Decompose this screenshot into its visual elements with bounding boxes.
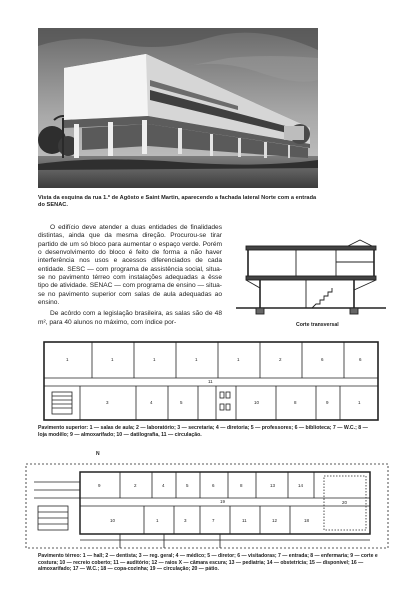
svg-text:9: 9 [98,483,101,488]
svg-text:1: 1 [156,518,159,523]
svg-text:10: 10 [254,400,260,405]
photo-caption: Vista da esquina da rua 1.º de Agôsto e Saint Martin, aparecendo a fachada lateral Norte com a entrada do SENAC. [38,195,317,209]
cross-section-label: Corte transversal [296,322,339,328]
upper-floor-legend: Pavimento superior: 1 — salas de aula; 2 — laboratório; 3 — secretaria; 4 — diretoria; 5 — professores; 6 — biblioteca; 7 — W.C.; 8 — loja modêlo; 9 — almoxarifado; 10 — datilografia, 11 — circulação. [38,425,368,438]
svg-text:3: 3 [184,518,187,523]
svg-text:9: 9 [326,400,329,405]
svg-text:19: 19 [220,499,226,504]
north-arrow-label: N [96,451,100,457]
svg-text:14: 14 [298,483,304,488]
article-paragraph: O edifício deve atender a duas entidades de finalidades distintas, ainda que da mesma direção. Procurou-se tirar partido de um só bloco para aumentar o espaço verde. Porém o desenvolvimento do bloco é feito de forma a não haver interferência nos usos e acessos diferenciados de cada entidade. SESC — com programa de assistência social, situa-se no pavimento térreo com instalações adequadas a êsse tipo de atividade. SENAC — com programa de ensino — situa-se no pavimento superior com salas de aula adequadas ao ensino. [38,224,222,307]
svg-text:1: 1 [237,357,240,362]
upper-floor-plan [40,338,382,424]
cross-section-svg [236,238,386,320]
svg-text:4: 4 [162,483,165,488]
cross-section-drawing [236,238,386,320]
svg-text:18: 18 [304,518,310,523]
svg-text:2: 2 [134,483,137,488]
svg-text:10: 10 [110,518,116,523]
ground-floor-legend: Pavimento térreo: 1 — hall; 2 — dentista; 3 — reg. geral; 4 — médico; 5 — diretor; 6 — visitadoras; 7 — entrada; 8 — enfermaria; 9 — corte e costura; 10 — recreio coberto; 11 — auditório; 12 — raios X — câmara escura; 13 — pediatria; 14 — obstetrícia; 15 — disponível; 16 — almoxarifado; 17 — W.C.; 18 — copa-cozinha; 19 — circulação; 20 — pátio. [38,553,378,573]
article-body [38,224,222,327]
svg-text:12: 12 [272,518,278,523]
svg-text:5: 5 [186,483,189,488]
svg-text:2: 2 [279,357,282,362]
svg-text:1: 1 [111,357,114,362]
svg-text:1: 1 [66,357,69,362]
svg-text:1: 1 [153,357,156,362]
ground-floor-plan [24,462,390,550]
svg-text:5: 5 [180,400,183,405]
svg-text:8: 8 [240,483,243,488]
building-photo-illustration [38,28,318,188]
svg-text:7: 7 [212,518,215,523]
upper-floor-plan-svg [40,338,382,424]
svg-text:11: 11 [208,379,213,384]
building-photo [38,28,318,188]
svg-text:6: 6 [321,357,324,362]
svg-text:4: 4 [150,400,153,405]
svg-text:20: 20 [342,500,348,505]
ground-floor-plan-svg [24,462,390,550]
article-paragraph: De acôrdo com a legislação brasileira, as salas são de 48 m², para 40 alunos no máximo, com índice por- [38,310,222,326]
svg-text:3: 3 [106,400,109,405]
svg-text:6: 6 [212,483,215,488]
svg-text:13: 13 [270,483,276,488]
svg-text:1: 1 [358,400,361,405]
svg-text:11: 11 [242,518,247,523]
svg-text:8: 8 [294,400,297,405]
svg-text:1: 1 [195,357,198,362]
svg-text:6: 6 [359,357,362,362]
